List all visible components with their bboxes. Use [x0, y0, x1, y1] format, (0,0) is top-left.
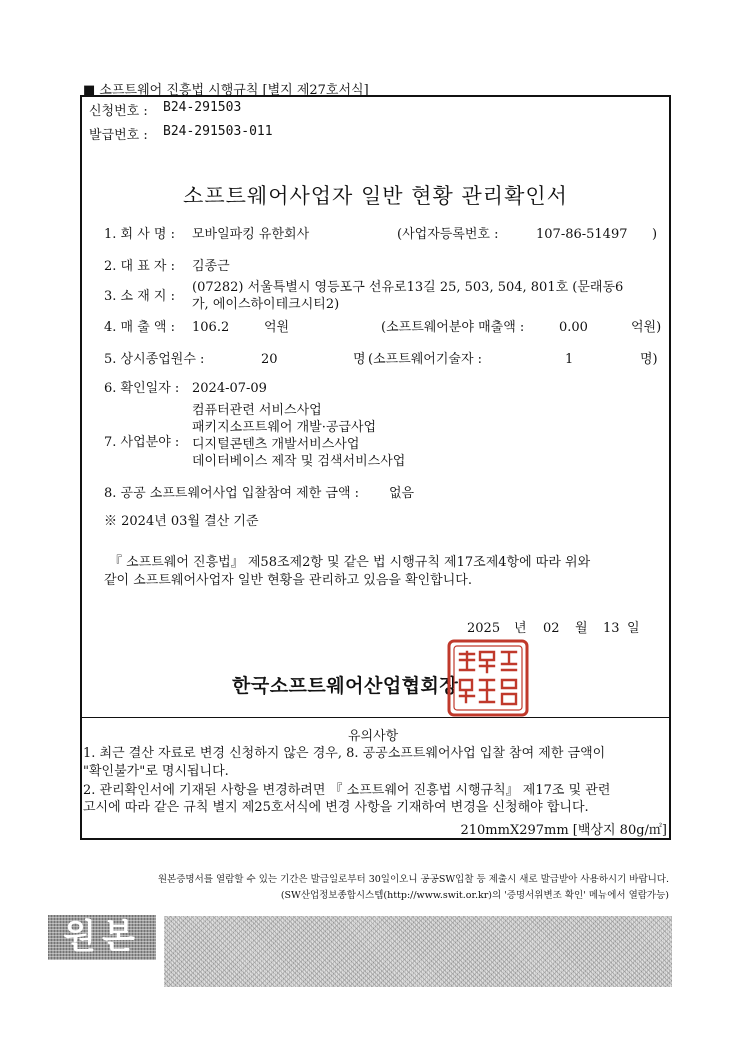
revenue-unit: 억원: [264, 320, 290, 335]
statement-line-1: 『 소프트웨어 진흥법』 제58조제2항 및 같은 법 시행규칙 제17조제4항에 따라 위와: [109, 555, 591, 570]
issuer-name: 한국소프트웨어산업협회장: [232, 675, 459, 697]
document-title: 소프트웨어사업자 일반 현황 관리확인서: [183, 184, 568, 208]
notes-line-1: 1. 최근 결산 자료로 변경 신청하지 않은 경우, 8. 공공소프트웨어사업 입찰 참여 제한 금액이: [83, 746, 606, 761]
bid-limit-label: 8. 공공 소프트웨어사업 입찰참여 제한 금액 :: [104, 486, 360, 501]
bid-limit-value: 없음: [389, 486, 415, 501]
address-line-1: (07282) 서울특별시 영등포구 선유로13길 25, 503, 504, 801호 (문래동6: [192, 280, 624, 295]
business-field-item: 컴퓨터관련 서비스사업: [192, 403, 322, 418]
notes-line-2: "확인불가"로 명시됩니다.: [83, 764, 229, 779]
issue-month-unit: 월: [575, 621, 588, 636]
notes-divider: [80, 717, 671, 718]
official-seal-icon: [446, 638, 530, 718]
issue-year: 2025: [467, 621, 501, 636]
settlement-basis-note: ※ 2024년 03월 결산 기준: [104, 514, 259, 529]
issue-month: 02: [543, 621, 560, 636]
address-label: 3. 소 재 지 :: [104, 289, 175, 304]
business-field-item: 디지털콘텐츠 개발서비스사업: [192, 437, 360, 452]
company-name-value: 모바일파킹 유한회사: [192, 227, 310, 242]
issue-day-unit: 일: [627, 621, 640, 636]
original-stamp-icon: 원본: [48, 915, 156, 960]
application-no-label: 신청번호 :: [89, 104, 148, 119]
revenue-label: 4. 매 출 액 :: [104, 320, 175, 335]
issue-no-value: B24-291503-011: [163, 124, 273, 139]
notes-line-4: 고시에 따라 같은 규칙 별지 제25호서식에 변경 사항을 기재하여 변경을 신청해야 합니다.: [83, 800, 589, 815]
confirm-date-value: 2024-07-09: [192, 381, 267, 396]
footer-line-2: (SW산업정보종합시스템(http://www.swit.or.kr)의 '증명서위변조 확인' 메뉴에서 열람가능): [280, 890, 669, 901]
statement-line-2: 같이 소프트웨어사업자 일반 현황을 관리하고 있음을 확인합니다.: [104, 573, 472, 588]
address-line-2: 가, 에이스하이테크시티2): [192, 297, 340, 312]
business-field-item: 패키지소프트웨어 개발·공급사업: [192, 420, 377, 435]
business-reg-close: ): [652, 227, 658, 242]
business-field-item: 데이터베이스 제작 및 검색서비스사업: [192, 454, 406, 469]
notes-heading: 유의사항: [348, 729, 399, 744]
form-header-note: ■ 소프트웨어 진흥법 시행규칙 [별지 제27호서식]: [83, 83, 369, 98]
issue-no-label: 발급번호 :: [89, 128, 148, 143]
sw-revenue-unit: 억원): [631, 320, 662, 335]
issue-year-unit: 년: [514, 621, 527, 636]
paper-spec: 210mmX297mm [백상지 80g/㎡]: [460, 823, 667, 838]
sw-engineers-label: (소프트웨어기술자 :: [368, 352, 483, 367]
anti-forgery-pattern: [164, 916, 672, 987]
employees-label: 5. 상시종업원수 :: [104, 352, 205, 367]
employees-unit: 명: [353, 352, 366, 367]
sw-revenue-value: 0.00: [559, 320, 588, 335]
company-name-label: 1. 회 사 명 :: [104, 227, 175, 242]
business-fields-label: 7. 사업분야 :: [104, 435, 180, 450]
sw-engineers-value: 1: [565, 352, 574, 367]
footer-line-1: 원본증명서를 열람할 수 있는 기간은 발급일로부터 30일이오니 공공SW입찰 등 제출시 새로 발급받아 사용하시기 바랍니다.: [157, 874, 669, 885]
ceo-value: 김종근: [192, 259, 230, 274]
business-reg-value: 107-86-51497: [536, 227, 628, 242]
issue-day: 13: [603, 621, 620, 636]
business-reg-label: (사업자등록번호 :: [397, 227, 499, 242]
notes-line-3: 2. 관리확인서에 기재된 사항을 변경하려면 『 소프트웨어 진흥법 시행규칙』 제17조 및 관련: [83, 783, 611, 798]
sw-revenue-label: (소프트웨어분야 매출액 :: [381, 320, 525, 335]
revenue-value: 106.2: [192, 320, 230, 335]
employees-value: 20: [261, 352, 278, 367]
sw-engineers-unit: 명): [640, 352, 658, 367]
ceo-label: 2. 대 표 자 :: [104, 259, 175, 274]
confirm-date-label: 6. 확인일자 :: [104, 381, 180, 396]
application-no-value: B24-291503: [163, 100, 242, 115]
